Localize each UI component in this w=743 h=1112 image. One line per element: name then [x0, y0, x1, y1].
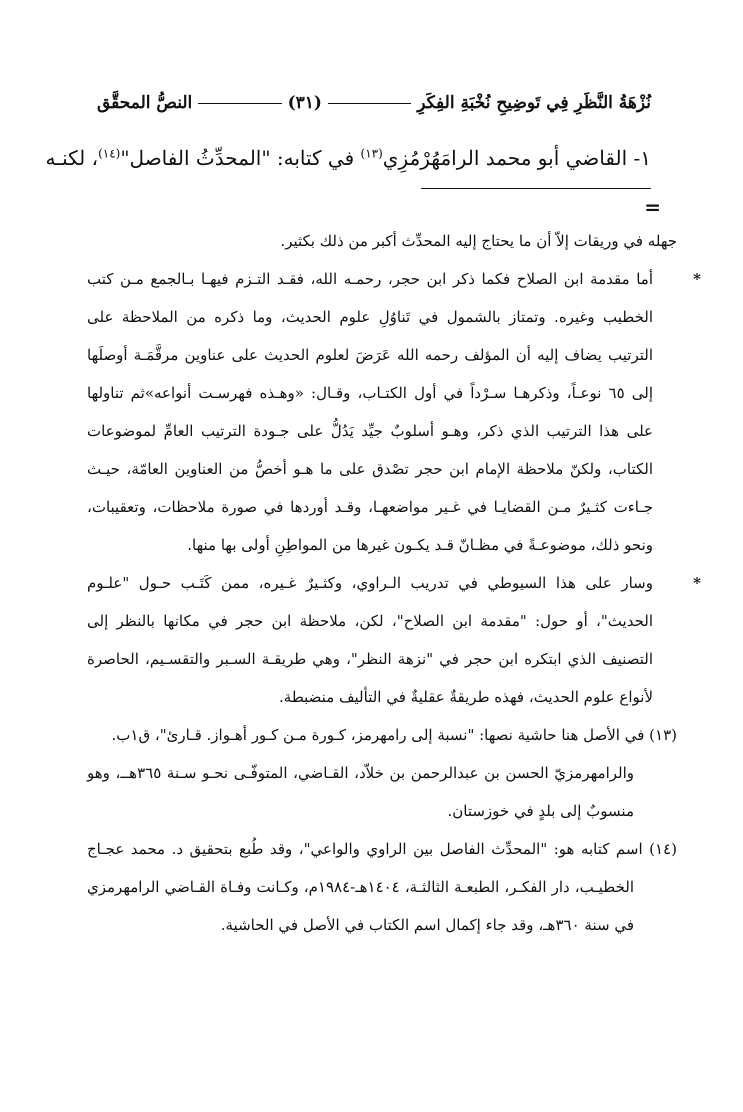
page-number: (٣١) [287, 93, 322, 113]
footnote-separator [421, 188, 651, 189]
star-marker: * [693, 270, 701, 288]
star-note-2 [87, 564, 701, 716]
continuation-note: جهله في وريقات إلاّ أن ما يحتاج إليه المحدِّث أكبر من ذلك بكثير. [280, 232, 677, 250]
continuation-marker: = [644, 195, 661, 219]
star-note-1 [87, 260, 701, 564]
footnote-13-continued: والرامهرمزيّ الحسن بن عبدالرحمن بن خلاّد، القـاضي، المتوفّـى نحـو سـنة ٣٦٥هــ، وهو منسوبٌ إلى بلدٍ في خوزستان. [87, 764, 634, 820]
footnote-ref-14: (١٤) [98, 146, 121, 161]
header-rule-right [198, 103, 281, 104]
main-text-end: ، لكنـه [45, 146, 99, 170]
star-note-2-text: وسار على هذا السيوطي في تدريب الـراوي، وكثـيرٌ غـيره، ممن كَتَـب حـول "علـوم الحديث"، أو حول: "مقدمة ابن الصلاح"، لكن، ملاحظة ابن حجر في مكانها بالنظر إلى التصنيف الذي ابتكره ابن حجر في "نزهة النظر"، وهي طريقـة السـبر والتقسـيم، الحاصرة لأنواع علوم الحديث، فهذه طريقةٌ عقليةٌ في التأليف منضبطة. [87, 574, 653, 706]
main-text-middle: في كتابه: "المحدِّثُ الفاصل" [120, 146, 361, 170]
footnote-14: (١٤) اسم كتابه هو: "المحدِّث الفاصل بين الراوي والواعي"، وقد طُبع بتحقيق د. محمد عجـاج الخطيـب، دار الفكـر، الطبعـة الثالثـة، ١٤٠٤هـ-١٩٨٤م، وكـانت وفـاة القـاضي الرامهرمزي في سنة ٣٦٠هـ، وقد جاء إكمال اسم الكتاب في الأصل في الحاشية. [87, 840, 677, 934]
section-title: النصُّ المحقَّق [97, 93, 193, 113]
footnotes [87, 222, 701, 944]
footnote-13: (١٣) في الأصل هنا حاشية نصها: "نسبة إلى رامهرمز، كـورة مـن كـور أهـواز. قـارئ"، ق١ب. [111, 726, 677, 744]
book-title: نُزْهَةُ النَّظَرِ فِي تَوضِيحِ نُخْبَةِ الفِكَرِ [417, 93, 651, 113]
footnote-ref-13: (١٣) [360, 146, 383, 161]
main-text-line [45, 138, 651, 178]
main-text-start: ١- القاضي أبو محمد الرامَهُرْمُزِي [382, 146, 651, 170]
running-header [97, 88, 651, 118]
star-marker: * [693, 574, 701, 592]
star-note-1-text: أما مقدمة ابن الصلاح فكما ذكر ابن حجر، رحمـه الله، فقـد التـزم فيهـا بـالجمع مـن كتب الخطيب وغيره. وتمتاز بالشمول في تَناوُلِ علوم الحديث، وما ذكره من الملاحظة على الترتيب يضاف إليه أن المؤلف رحمه الله عَرَضَ لعلوم الحديث على عناوين مرقَّمَـة أوصلَها إلى ٦٥ نوعـاً، وذكرهـا سـرْداً في أول الكتـاب، وقـال: «وهـذه فهرسـت أنواعه»ثم تناولها على هذا الترتيب الذي ذكر، وهـو أسلوبٌ جيِّد يَدُلُّ على جـودة الترتيب العامِّ لموضوعات الكتاب، ولكنّ ملاحظة الإمام ابن حجر تصْدق على ما هـو أخصُّ من العناوين العامّة، حيـث جـاءت كثـيرٌ مـن القضايـا في غـير مواضعهـا، وقـد أوردها في صورة ملاحظات، وتعقيبات، ونحو ذلك، موضوعـةً في مظـانّ قـد يكـون غيرها من المواطِنِ أولى بها منها. [87, 270, 653, 554]
header-rule-left [328, 103, 411, 104]
